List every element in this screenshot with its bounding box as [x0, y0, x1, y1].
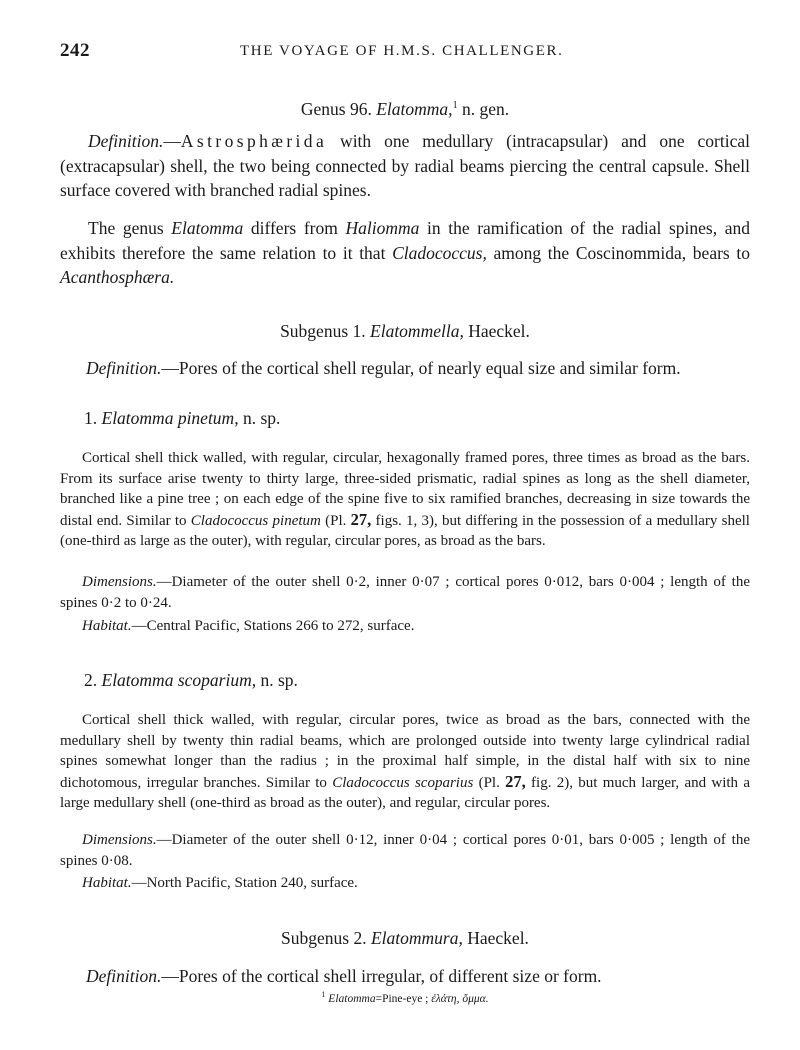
definition-text: with one medullary (intracapsular) and one cortical (extracapsular) shell, the two being connected by radial beams piercing the central capsule. Shell surface covered with branched radial spines. [60, 131, 750, 200]
subgenus-author: Haeckel. [468, 321, 530, 341]
running-title: THE VOYAGE OF H.M.S. CHALLENGER. [240, 43, 564, 59]
dimensions-text: —Diameter of the outer shell 0·12, inner 0·04 ; cortical pores 0·01, bars 0·005 ; length of the spines 0·08. [60, 832, 750, 869]
subgenus-name: Elatommella, [370, 321, 464, 341]
footnote-ref: 1 [452, 100, 458, 111]
footnote-mark: 1 [321, 990, 326, 999]
species-number: 1. [84, 408, 98, 428]
intro-taxon: Acanthosphæra. [60, 267, 175, 287]
intro-taxon: Cladococcus, [392, 242, 487, 263]
page-number: 242 [60, 40, 90, 61]
species-1-heading [84, 406, 684, 431]
subgenus-1-definition [86, 356, 750, 381]
dimensions-label: Dimensions. [82, 574, 157, 590]
plate-number: 27, [505, 771, 526, 791]
description-reference: Cladococcus pinetum [190, 512, 321, 529]
species-1-habitat [60, 616, 750, 637]
intro-text: The genus [88, 218, 172, 238]
subgenus-2-definition [86, 964, 750, 989]
species-2-habitat [60, 873, 750, 894]
species-suffix: n. sp. [242, 408, 281, 428]
dimensions-label: Dimensions. [82, 832, 157, 848]
species-number: 2. [84, 670, 98, 690]
genus-name: Elatomma, [376, 98, 453, 119]
footnote-greek: ἐλάτη, ὄμμα. [431, 992, 489, 1005]
habitat-text: —Central Pacific, Stations 266 to 272, surface. [131, 618, 415, 634]
definition-term: Astrosphærida [180, 131, 328, 151]
genus-heading-prefix: Genus 96. [300, 98, 372, 119]
description-text: (Pl. [320, 512, 351, 529]
definition-label: Definition. [86, 966, 162, 986]
running-header [60, 40, 750, 64]
plate-number: 27, [350, 509, 372, 529]
description-text: Cortical shell thick walled, with regular, circular pores, twice as broad as the bars, connected with the medullary shell by twenty thin radial beams, which are prolonged outside into twenty large cylindrical radial spines somewhat longer than the radius ; in the proximal half simple, in the distal half with six to nine dichotomous, irregular branches. Similar to [60, 712, 750, 791]
subgenus-prefix: Subgenus 2. [281, 928, 367, 948]
species-2-heading [84, 668, 684, 693]
species-suffix: n. sp. [260, 670, 298, 690]
definition-label: Definition. [88, 131, 164, 151]
subgenus-author: Haeckel. [467, 928, 529, 948]
intro-text: in the ramification of the radial spines, and exhibits therefore the same relation to it that [60, 218, 750, 263]
genus-definition [60, 129, 750, 203]
subgenus-name: Elatommura, [370, 928, 463, 948]
intro-text: differs from [243, 218, 346, 238]
subgenus-1-heading [60, 319, 750, 344]
species-name: Elatomma scoparium, [101, 670, 257, 690]
footnote-term: Elatomma [328, 992, 376, 1005]
habitat-label: Habitat. [82, 875, 132, 891]
species-1-dimensions [60, 572, 750, 613]
definition-text: —Pores of the cortical shell regular, of nearly equal size and similar form. [161, 358, 681, 378]
footnote [60, 990, 750, 1005]
dimensions-text: —Diameter of the outer shell 0·2, inner 0·07 ; cortical pores 0·012, bars 0·004 ; length of the spines 0·2 to 0·24. [60, 574, 750, 611]
subgenus-prefix: Subgenus 1. [280, 321, 366, 341]
habitat-text: —North Pacific, Station 240, surface. [131, 875, 358, 891]
definition-label: Definition. [86, 358, 162, 378]
definition-dash: — [163, 131, 181, 151]
description-text: Cortical shell thick walled, with regular, circular, hexagonally framed pores, three times as broad as the bars. From its surface arise twenty to thirty large, three-sided prismatic, radial spines as long as the shell diameter, branched like a pine tree ; on each edge of the spine five to six ramified branches, decreasing in size towards the distal end. Similar to [60, 450, 750, 529]
habitat-label: Habitat. [82, 618, 132, 634]
footnote-text: =Pine-eye ; [375, 992, 429, 1005]
subgenus-2-heading [60, 926, 750, 951]
species-name: Elatomma pinetum, [101, 408, 239, 428]
description-reference: Cladococcus scoparius [332, 774, 474, 791]
definition-text: —Pores of the cortical shell irregular, of different size or form. [161, 966, 602, 986]
description-text: (Pl. [473, 774, 506, 791]
species-2-description [60, 710, 750, 814]
genus-heading [60, 94, 750, 121]
species-2-dimensions [60, 830, 750, 871]
species-1-description [60, 448, 750, 552]
description-text: fig. 2), but much larger, and with a large medullary shell (one-third as broad as the outer), and regular, circular pores. [60, 774, 750, 811]
intro-taxon: Elatomma [171, 218, 244, 238]
intro-taxon: Haliomma [345, 218, 420, 238]
genus-intro-paragraph [60, 216, 750, 290]
intro-text: among the Coscinommida, bears to [486, 242, 750, 263]
description-text: figs. 1, 3), but differing in the possession of a medullary shell (one-third as large as the outer), with regular, circular pores, as broad as the bars. [60, 512, 750, 549]
genus-heading-suffix: n. gen. [461, 98, 510, 119]
